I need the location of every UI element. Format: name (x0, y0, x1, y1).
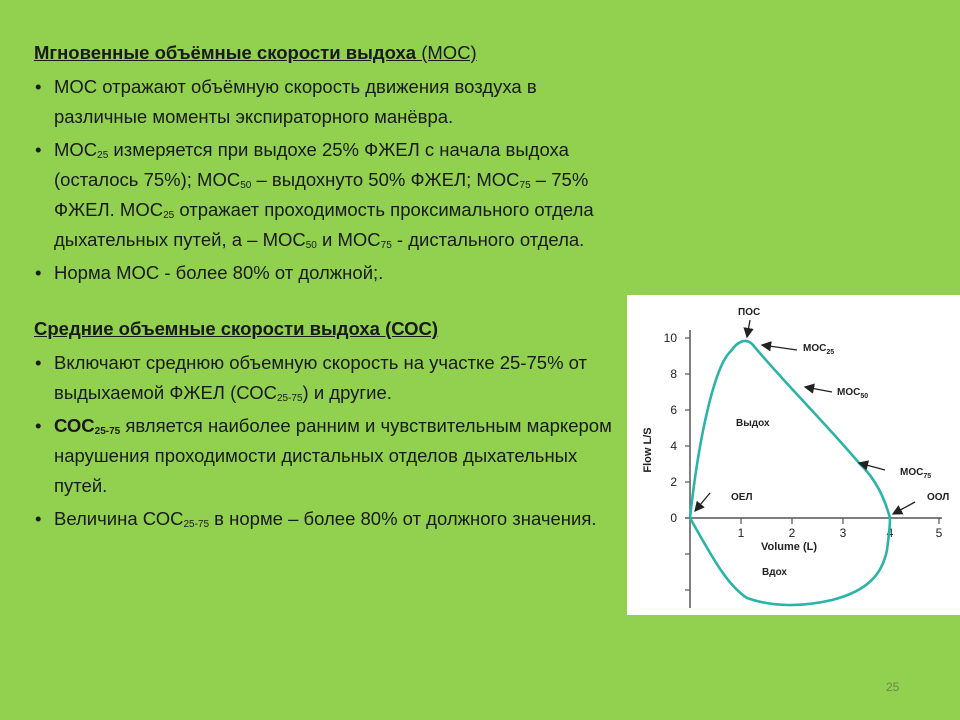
s2b3-part: в норме – более 80% от должного значения. (209, 508, 597, 529)
expiratory-curve (690, 341, 890, 518)
label-ool: ООЛ (927, 492, 950, 503)
label-mos25-sub: 25 (826, 349, 835, 356)
s2b1-sub: 25-75 (276, 393, 303, 404)
s2b1-part: Включают среднюю объемную скорость на участке 25-75% от выдыхаемой ФЖЕЛ (СОС (54, 352, 588, 403)
label-mos25-main: МОС (803, 343, 827, 354)
x-axis-label: Volume (L) (760, 541, 818, 553)
flow-volume-loop-svg (627, 295, 960, 615)
x-tick-labels (738, 526, 943, 540)
text-column (34, 40, 614, 537)
b2-part: отражает проходимость проксимального отдела дыхательных путей, а – МОС (54, 199, 594, 250)
b2-sub: 50 (240, 180, 252, 191)
x-tick-5: 5 (935, 526, 943, 540)
x-tick-4: 4 (886, 526, 894, 540)
section1-heading-suffix: (МОС) (416, 42, 477, 63)
b2-part: МОС (54, 139, 98, 160)
section1-bullet-2 (34, 135, 614, 255)
s2b2-bold: СОС (54, 415, 95, 436)
section2-list (34, 348, 614, 534)
b2-part: – выдохнуто 50% ФЖЕЛ; МОС (251, 169, 520, 190)
x-tick-1: 1 (737, 526, 745, 540)
y-tick-10: 10 (663, 331, 677, 345)
x-tick-3: 3 (839, 526, 847, 540)
section1-bullet-3 (34, 258, 614, 288)
flow-volume-figure (627, 295, 960, 615)
s2b3-part: Величина СОС (54, 508, 184, 529)
label-mos75 (900, 467, 931, 480)
label-mos25 (803, 343, 834, 356)
b2-sub: 25 (97, 150, 109, 161)
b2-sub: 25 (163, 210, 175, 221)
section2-heading: Средние объемные скорости выдоха (СОС) (34, 318, 439, 339)
section2-bullet-3 (34, 504, 614, 534)
oel-arrow (695, 493, 710, 511)
y-tick-4: 4 (670, 439, 677, 453)
mos50-arrow (805, 387, 832, 392)
label-mos50-sub: 50 (860, 393, 869, 400)
y-tick-6: 6 (670, 403, 677, 417)
section1-heading (34, 40, 614, 66)
mos25-arrow (762, 345, 797, 350)
label-vydoh: Выдох (736, 418, 770, 429)
b2-part: измеряется при выдохе 25% ФЖЕЛ с начала выдоха (осталось 75%); МОС (54, 139, 569, 190)
s2b1-part: ) и другие. (302, 382, 392, 403)
section1-bullet-3-text: Норма МОС - более 80% от должной;. (54, 262, 384, 283)
section1-heading-text: Мгновенные объёмные скорости выдоха (34, 42, 417, 63)
label-oel: ОЕЛ (731, 492, 753, 503)
y-tick-labels (664, 331, 678, 525)
y-tick-8: 8 (670, 367, 677, 381)
poc-arrow (747, 320, 750, 337)
b2-sub: 75 (519, 180, 531, 191)
label-mos50-main: МОС (837, 387, 861, 398)
section2-bullet-1 (34, 348, 614, 408)
section2-bullet-2 (34, 411, 614, 501)
y-tick-2: 2 (670, 475, 677, 489)
y-tick-0: 0 (670, 511, 677, 525)
ool-arrow (893, 502, 915, 514)
label-mos75-main: МОС (900, 467, 924, 478)
b2-part: – 75% ФЖЕЛ. МОС (54, 169, 589, 220)
y-axis-label: Flow L/S (642, 427, 654, 473)
label-poc: ПОС (738, 307, 761, 318)
label-vdoh: Вдох (762, 567, 787, 578)
b2-sub: 50 (305, 240, 317, 251)
label-mos50 (837, 387, 868, 400)
b2-part: - дистального отдела. (391, 229, 585, 250)
x-tick-2: 2 (788, 526, 796, 540)
section1-bullet-1 (34, 72, 614, 132)
x-tick-marks (741, 518, 939, 524)
section1-list (34, 72, 614, 288)
section1-bullet-1-text: МОС отражают объёмную скорость движения воздуха в различные моменты экспираторного манёвра. (54, 76, 537, 127)
label-mos75-sub: 75 (923, 473, 932, 480)
b2-part: и МОС (316, 229, 381, 250)
s2b3-sub: 25-75 (183, 519, 210, 530)
s2b2-sub: 25-75 (94, 426, 121, 437)
s2b2-part: является наиболее ранним и чувствительным маркером нарушения проходимости дистальных отделов дыхательных путей. (54, 415, 612, 496)
page-number: 25 (886, 680, 900, 694)
b2-sub: 75 (380, 240, 392, 251)
